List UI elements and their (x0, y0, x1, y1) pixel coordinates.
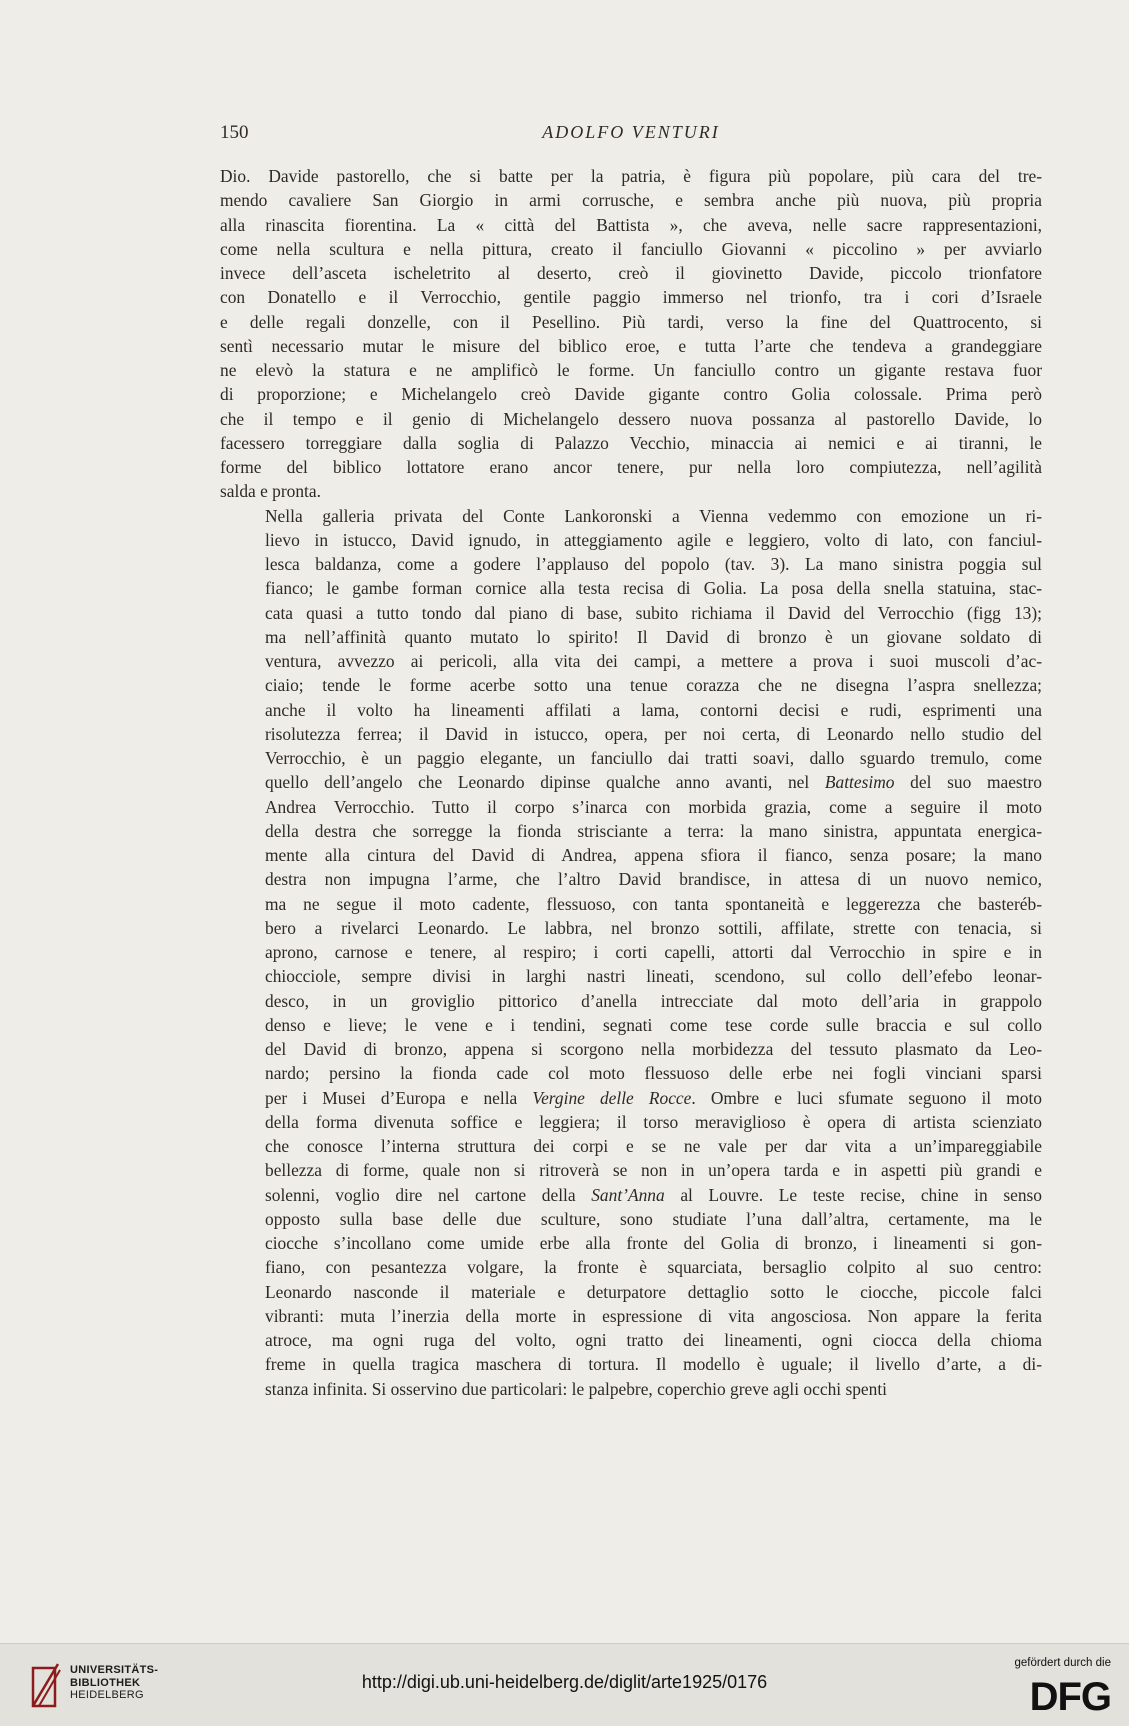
text-line: ne elevò la statura e ne amplificò le forme. Un fanciullo contro un gigante restava fuor (220, 360, 1042, 380)
italic-title: Vergine delle Rocce (532, 1087, 692, 1108)
sponsor-label: gefördert durch die (1014, 1657, 1111, 1669)
text-line: bellezza di forme, quale non si ritroverà se non in un’opera tarda e in aspetti più grandi e (265, 1160, 1042, 1181)
text-line: come nella scultura e nella pittura, creato il fanciullo Giovanni « piccolino » per avviarlo (220, 238, 1042, 259)
text-line: cata quasi a tutto tondo dal piano di base, subito richiama il David del Verrocchio (figg 13); (265, 602, 1042, 623)
text-line: denso e lieve; le vene e i tendini, segnati come tese corde sulle braccia e sul collo (265, 1014, 1042, 1035)
text-line: Nella galleria privata del Conte Lankoronski a Vienna vedemmo con emozione un ri- (265, 505, 1042, 526)
text-line: ciaio; tende le forme acerbe sotto una tenue corazza che ne disegna l’aspra snellezza; (265, 675, 1042, 696)
text-line: fianco; le gambe forman cornice alla testa recisa di Golia. La posa della snella statuina, stac- (265, 578, 1042, 599)
text-line: chiocciole, sempre divisi in larghi nastri lineati, scendono, sul collo dell’efebo leonar- (265, 966, 1042, 987)
text-line: con Donatello e il Verrocchio, gentile paggio immerso nel trionfo, tra i cori d’Israele (220, 287, 1042, 308)
text-line: lievo in istucco, David ignudo, in atteggiamento agile e leggiero, volto di lato, con fanciul- (265, 529, 1042, 550)
text-line: solenni, voglio dire nel cartone della Sant’Anna al Louvre. Le teste recise, chine in senso (265, 1184, 1042, 1205)
text-line: mente alla cintura del David di Andrea, appena sfiora il fianco, senza posare; la mano (265, 845, 1042, 865)
footer-bar (0, 1643, 1129, 1726)
running-head: ADOLFO VENTURI (542, 122, 720, 142)
text-line: opposto sulla base delle due sculture, sono studiate l’una dall’altra, certamente, ma le (265, 1208, 1042, 1229)
dfg-logo (993, 1676, 1111, 1714)
text-line: che il tempo e il genio di Michelangelo dessero nuova possanza al pastorello Davide, lo (220, 408, 1042, 429)
text-line: fiano, con pesantezza volgare, la fronte è squarciata, bersaglio colpito al suo centro: (265, 1257, 1042, 1278)
text-line: Verrocchio, è un paggio elegante, un fanciullo dai tratti soavi, dallo sguardo tremulo, come (265, 748, 1042, 768)
text-line: della forma divenuta soffice e leggiera; il torso meraviglioso è opera di artista scienziato (265, 1111, 1042, 1132)
italic-title: Battesimo (824, 772, 895, 793)
text-line: e delle regali donzelle, con il Pesellino. Più tardi, verso la fine del Quattrocento, si (220, 311, 1042, 332)
paragraph (220, 504, 1042, 1401)
text-line: che conosce l’interna struttura dei corpi e se ne vale per dar vita a un’impareggiabile (265, 1136, 1042, 1156)
text-line: Leonardo nasconde il materiale e deturpatore dettaglio sotto le ciocche, piccole falci (265, 1281, 1042, 1302)
text-line: nardo; persino la fionda cade col moto flessuoso delle erbe nei fogli vinciani sparsi (265, 1063, 1042, 1084)
text-line: forme del biblico lottatore erano ancor tenere, pur nella loro compiutezza, nell’agilità (220, 457, 1042, 477)
text-line: invece dell’asceta ischeletrito al deserto, creò il giovinetto Davide, piccolo trionfatore (220, 263, 1042, 283)
permalink-url[interactable]: http://digi.ub.uni-heidelberg.de/diglit/arte1925/0176 (361, 1672, 768, 1692)
text-line: ventura, avvezzo ai pericoli, alla vita dei campi, a mettere a prova i suoi muscoli d’ac- (265, 651, 1042, 671)
paragraph (220, 164, 1042, 504)
text-line: stanza infinita. Si osservino due particolari: le palpebre, coperchio greve agli occhi spenti (265, 1378, 887, 1399)
text-line: alla rinascita fiorentina. La « città del Battista », che aveva, nelle sacre rappresentazioni, (220, 214, 1042, 235)
library-name-line: HEIDELBERG (70, 1689, 144, 1701)
text-line: sentì necessario mutar le misure del biblico eroe, e tutta l’arte che tendeva a grandeggiare (220, 335, 1042, 356)
library-name-line: UNIVERSITÄTS- (70, 1664, 159, 1676)
page-header (220, 122, 1042, 146)
italic-title: Sant’Anna (591, 1184, 665, 1205)
text-line: bero a rivelarci Leonardo. Le labbra, nel bronzo sottili, affilate, strette con tenacia, si (265, 917, 1042, 938)
text-line: freme in quella tragica maschera di tortura. Il modello è uguale; il livello d’arte, a di- (265, 1354, 1042, 1375)
text-line: mendo cavaliere San Giorgio in armi corrusche, e sembra anche più nuova, più propria (220, 190, 1042, 211)
text-line: ma nell’affinità quanto mutato lo spirito! Il David di bronzo è un giovane soldato di (265, 626, 1042, 647)
text-line: desco, in un groviglio pittorico d’anella intrecciate dal moto dell’aria in grappolo (265, 990, 1042, 1011)
text-line: risolutezza ferrea; il David in istucco, opera, per noi certa, di Leonardo nello studio del (265, 723, 1042, 744)
text-line: della destra che sorregge la fionda strisciante a terra: la mano sinistra, appuntata energica- (265, 820, 1042, 841)
text-line: ma ne segue il moto cadente, flessuoso, con tanta spontaneità e leggerezza che basteréb- (265, 893, 1042, 914)
text-line: di proporzione; e Michelangelo creò Davide gigante contro Golia colossale. Prima però (220, 384, 1042, 405)
text-line: quello dell’angelo che Leonardo dipinse qualche anno avanti, nel Battesimo del suo maestro (265, 772, 1042, 793)
text-line: del David di bronzo, appena si scorgono nella morbidezza del tessuto plasmato da Leo- (265, 1039, 1042, 1059)
text-line: destra non impugna l’arme, che l’altro David brandisce, in attesa di un nuovo nemico, (265, 869, 1042, 890)
text-line: salda e pronta. (220, 481, 321, 502)
body-text (220, 164, 1042, 1401)
text-line: atroce, ma ogni ruga del volto, ogni tratto dei lineamenti, ogni ciocca della chioma (265, 1330, 1042, 1350)
page-number: 150 (220, 122, 249, 143)
text-line: per i Musei d’Europa e nella Vergine delle Rocce. Ombre e luci sfumate seguono il moto (265, 1087, 1042, 1108)
text-line: Dio. Davide pastorello, che si batte per la patria, è figura più popolare, più cara del tre- (220, 166, 1042, 186)
dfg-logo-text: DFG (1029, 1676, 1111, 1714)
text-line: aprono, carnose e tenere, al respiro; i corti capelli, attorti dal Verrocchio in spire e in (265, 942, 1042, 962)
text-line: facessero torreggiare dalla soglia di Palazzo Vecchio, minaccia ai nemici e ai tiranni, le (220, 432, 1042, 453)
text-line: ciocche s’incollano come umide erbe alla fronte del Golia di bronzo, i lineamenti si gon- (265, 1233, 1042, 1253)
text-line: lesca baldanza, come a godere l’applauso del popolo (tav. 3). La mano sinistra poggia sul (265, 554, 1042, 574)
library-name-line: BIBLIOTHEK (70, 1676, 141, 1689)
text-line: Andrea Verrocchio. Tutto il corpo s’inarca con morbida grazia, come a seguire il moto (265, 796, 1042, 817)
text-line: anche il volto ha lineamenti affilati a lama, contorni decisi e rudi, esprimenti una (265, 699, 1042, 720)
text-line: vibranti: muta l’inerzia della morte in espressione di vita angosciosa. Non appare la ferita (265, 1305, 1042, 1326)
